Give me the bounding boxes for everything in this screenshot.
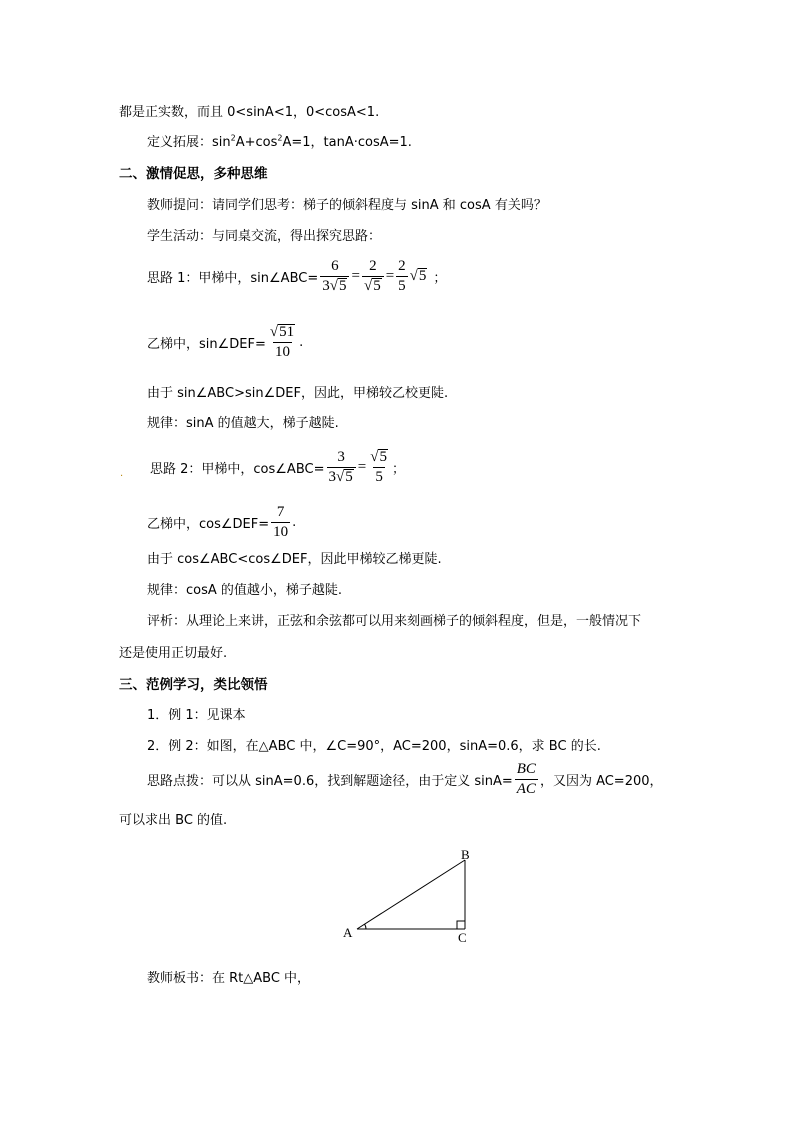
radical: √ 5 <box>329 278 347 294</box>
approach-1-line: 思路 1：甲梯中，sin∠ABC= 6 3 √ 5 = 2 √ 5 = $\frac{2}{5}$ √ 5 ； <box>147 258 447 294</box>
ext-text-1: 定义拓展：sin <box>147 135 231 150</box>
conclusion-1: 由于 sin∠ABC>sin∠DEF，因此，甲梯较乙校更陡. <box>147 386 449 401</box>
radicand: 5 <box>418 268 427 284</box>
radical: √ 5 <box>370 449 387 465</box>
fraction-bc-over-ac <box>515 761 538 798</box>
approach-2-label: 思路 2：甲梯中，cos∠ABC= <box>150 462 325 477</box>
vertex-label-b: B <box>461 847 470 862</box>
fraction-2-over-5 <box>396 258 408 295</box>
example-2: 2．例 2：如图，在△ABC 中，∠C=90°，AC=200，sinA=0.6，求 BC 的长. <box>147 739 601 754</box>
radical-root5: √ 5 <box>409 268 427 284</box>
ladder-b-cos-line <box>147 504 296 541</box>
vertex-label-a: A <box>343 925 353 940</box>
frac-denominator: 5 <box>375 469 383 485</box>
frac-numerator: 3 <box>337 449 345 465</box>
period: . <box>299 335 304 350</box>
den-coef: 3 <box>328 469 336 485</box>
teacher-question: 教师提问：请同学们思考：梯子的倾斜程度与 sinA 和 cosA 有关吗？ <box>147 198 547 213</box>
radical: √ 51 <box>269 324 295 340</box>
stray-mark: . <box>120 468 124 479</box>
den-coef: 3 <box>322 278 330 294</box>
hint-line-2: 可以求出 BC 的值. <box>119 813 228 828</box>
paragraph-positive-values: 都是正实数，而且 0<sinA<1，0<cosA<1. <box>119 105 380 120</box>
rule-1: 规律：sinA 的值越大，梯子越陡. <box>147 416 339 431</box>
frac-numerator <box>368 449 390 467</box>
ext-text-3: A=1，tanA·cosA=1. <box>282 135 412 150</box>
section-heading-3: 三、范例学习，类比领悟 <box>119 677 268 693</box>
frac-numerator: 6 <box>331 258 339 274</box>
radical: √ 5 <box>363 278 381 294</box>
frac-denominator: 10 <box>274 344 290 360</box>
fraction-3-over-3root5 <box>327 449 356 486</box>
fraction-7-over-10 <box>271 504 290 541</box>
frac-numerator: 2 <box>398 258 406 274</box>
angle-a-arc <box>365 924 366 929</box>
frac-numerator: 7 <box>276 504 285 520</box>
hint-text: 思路点拨：可以从 sinA=0.6，找到解题途径，由于定义 sinA= <box>147 774 513 789</box>
frac-denominator <box>362 276 384 295</box>
teacher-board-note: 教师板书：在 Rt△ABC 中， <box>147 971 311 986</box>
ext-text-2: A+cos <box>235 135 278 150</box>
section-heading-2: 二、激情促思，多种思维 <box>119 166 268 182</box>
vertex-label-c: C <box>458 930 467 945</box>
frac-denominator: AC <box>516 781 536 797</box>
period: . <box>292 515 297 530</box>
evaluation-line-2: 还是使用正切最好. <box>119 646 228 661</box>
fraction-2-over-root5 <box>362 258 384 295</box>
right-angle-mark <box>457 921 465 929</box>
frac-numerator <box>268 324 297 342</box>
frac-denominator <box>327 467 356 486</box>
hint-text-end: ，又因为 AC=200， <box>539 774 663 789</box>
radicand: 5 <box>373 278 381 294</box>
ext-sup-1: 2 <box>230 133 236 143</box>
ladder-b-sin-line <box>147 324 303 361</box>
hint-line <box>147 761 663 798</box>
radicand: 5 <box>345 469 353 485</box>
conclusion-2: 由于 cos∠ABC<cos∠DEF，因此甲梯较乙梯更陡. <box>147 552 442 567</box>
fraction-root5-over-5 <box>368 449 390 486</box>
frac-denominator: 10 <box>273 524 289 540</box>
ext-sup-2: 2 <box>277 133 283 143</box>
fraction-6-over-3root5 <box>320 258 349 295</box>
evaluation-line-1: 评析：从理论上来讲，正弦和余弦都可以用来刻画梯子的倾斜程度，但是，一般情况下 <box>147 614 642 629</box>
approach-2-line: 思路 2：甲梯中，cos∠ABC= 3 3 √ 5 = √ 5 5 ； <box>150 449 405 485</box>
ladder-b-sin-label: 乙梯中，sin∠DEF= <box>147 337 266 352</box>
approach-1-end: ； <box>433 271 447 286</box>
frac-numerator: 2 <box>369 258 377 274</box>
radicand: 51 <box>279 324 295 340</box>
example-1: 1．例 1：见课本 <box>147 708 246 723</box>
approach-2-end: ； <box>391 462 405 477</box>
side-ab <box>357 860 465 929</box>
ladder-b-cos-label: 乙梯中，cos∠DEF= <box>147 517 270 532</box>
definition-extension <box>147 134 412 152</box>
radicand: 5 <box>338 278 347 294</box>
frac-numerator: BC <box>516 761 536 777</box>
radicand: 5 <box>379 449 387 465</box>
approach-1-label: 思路 1：甲梯中，sin∠ABC= <box>147 271 319 286</box>
frac-denominator <box>320 276 349 295</box>
rule-2: 规律：cosA 的值越小，梯子越陡. <box>147 583 343 598</box>
right-triangle-figure <box>340 845 480 945</box>
fraction-root51-over-10 <box>268 324 297 361</box>
student-activity: 学生活动：与同桌交流，得出探究思路： <box>147 229 382 244</box>
radical: √ 5 <box>336 469 353 485</box>
frac-denominator: 5 <box>398 278 406 294</box>
